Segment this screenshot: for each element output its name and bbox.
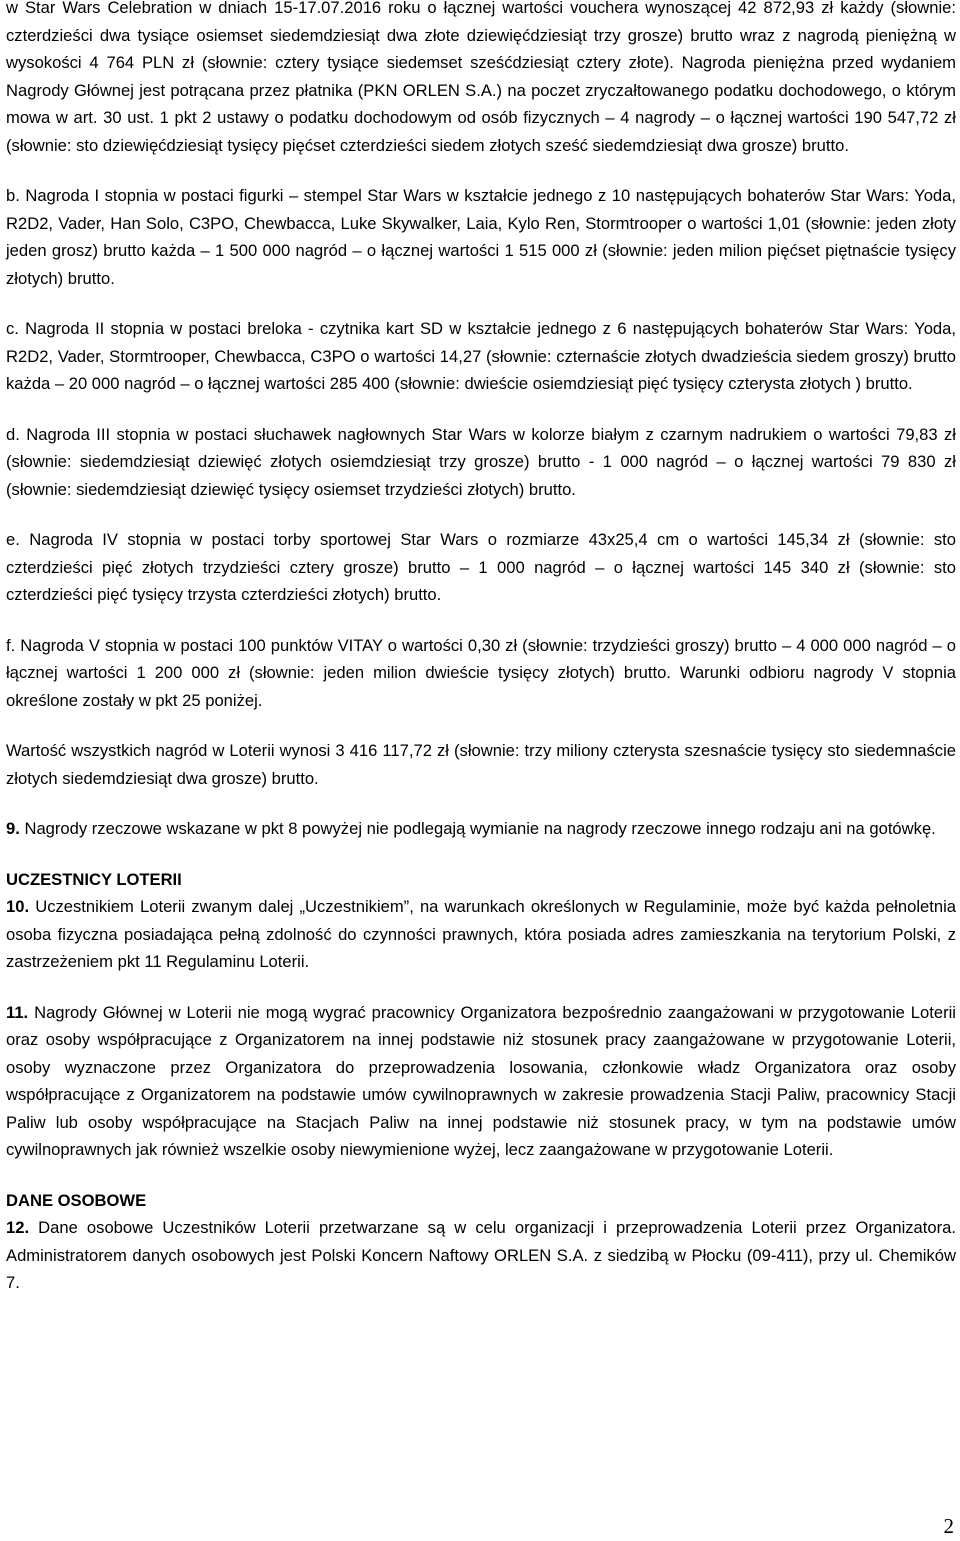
paragraph-11: [6, 999, 956, 1164]
paragraph-9-number: 9.: [6, 819, 20, 838]
paragraph-prize-c: c. Nagroda II stopnia w postaci breloka - czytnika kart SD w kształcie jednego z 6 następujących bohaterów Star Wars: Yoda, R2D2, Vader, Stormtrooper, Chewbacca, C3PO o wartości 14,27 (słownie: czternaście złotych dwadzieścia siedem groszy) brutto każda – 20 000 nagród – o łącznej wartości 285 400 (słownie: dwieście osiemdziesiąt pięć tysięcy czterysta złotych ) brutto.: [6, 319, 956, 393]
paragraph-11-number: 11.: [6, 1002, 29, 1022]
paragraph-prize-b: b. Nagroda I stopnia w postaci figurki – stempel Star Wars w kształcie jednego z 10 następujących bohaterów Star Wars: Yoda, R2D2, Vader, Han Solo, C3PO, Chewbacca, Luke Skywalker, Laia, Kylo Ren, Stormtrooper o wartości 1,01 (słownie: jeden złoty jeden grosz) brutto każda – 1 500 000 nagród – o łącznej wartości 1 515 000 zł (słownie: jeden milion pięćset piętnaście tysięcy złotych) brutto.: [6, 186, 956, 288]
paragraph-9: [6, 815, 956, 843]
paragraph-12: [6, 1214, 956, 1297]
document-body: [6, 0, 956, 1297]
paragraph-12-number: 12.: [6, 1218, 30, 1237]
paragraph-12-text: Dane osobowe Uczestników Loterii przetwarzane są w celu organizacji i przeprowadzenia Loterii przez Organizatora. Administratorem danych osobowych jest Polski Koncern Naftowy ORLEN S.A. z siedzibą w Płocku (09-411), przy ul. Chemików 7.: [6, 1218, 956, 1292]
heading-participants: UCZESTNICY LOTERII: [6, 869, 182, 889]
paragraph-11-text: Nagrody Głównej w Loterii nie mogą wygrać pracownicy Organizatora bezpośrednio zaangażowani w przygotowanie Loterii oraz osoby współpracujące z Organizatorem na innej podstawie niż stosunek pracy zaangażowane w przygotowanie Loterii, osoby wyznaczone przez Organizatora do przeprowadzenia losowania, członkowie władz Organizatora oraz osoby współpracujące z Organizatorem na podstawie umów cywilnoprawnych w zakresie prowadzenia Stacji Paliw, pracownicy Stacji Paliw lub osoby współpracujące na Stacjach Paliw na innej podstawie niż stosunek pracy, w tym na podstawie umów cywilnoprawnych jak również wszelkie osoby niewymienione wyżej, lecz zaangażowane w przygotowanie Loterii.: [6, 1002, 956, 1159]
paragraph-total-value: Wartość wszystkich nagród w Loterii wynosi 3 416 117,72 zł (słownie: trzy miliony czterysta szesnaście tysięcy sto siedemnaście złotych siedemdziesiąt dwa grosze) brutto.: [6, 741, 956, 788]
paragraph-10-number: 10.: [6, 897, 30, 916]
paragraph-intro-voucher: w Star Wars Celebration w dniach 15-17.07.2016 roku o łącznej wartości vouchera wynoszącej 42 872,93 zł każdy (słownie: czterdzieści dwa tysiące osiemset siedemdziesiąt dwa złote dziewięćdziesiąt trzy grosze) brutto wraz z nagrodą pieniężną w wysokości 4 764 PLN zł (słownie: cztery tysiące siedemset sześćdziesiąt cztery złote). Nagroda pieniężna przed wydaniem Nagrody Głównej jest potrącana przez płatnika (PKN ORLEN S.A.) na poczet zryczałtowanego podatku dochodowego, o którym mowa w art. 30 ust. 1 pkt 2 ustawy o podatku dochodowym od osób fizycznych – 4 nagrody – o łącznej wartości 190 547,72 zł (słownie: sto dziewięćdziesiąt tysięcy pięćset czterdzieści siedem złotych sześć siedemdziesiąt dwa grosze) brutto.: [6, 0, 956, 155]
paragraph-prize-e: e. Nagroda IV stopnia w postaci torby sportowej Star Wars o rozmiarze 43x25,4 cm o wartości 145,34 zł (słownie: sto czterdzieści pięć złotych trzydzieści cztery grosze) brutto – 1 000 nagród – o łącznej wartości 145 340 zł (słownie: sto czterdzieści pięć tysięcy trzysta czterdzieści złotych) brutto.: [6, 530, 956, 604]
page-number: 2: [943, 1514, 954, 1538]
paragraph-prize-d: d. Nagroda III stopnia w postaci słuchawek nagłownych Star Wars w kolorze białym z czarnym nadrukiem o wartości 79,83 zł (słownie: siedemdziesiąt dziewięć złotych osiemdziesiąt trzy grosze) brutto - 1 000 nagród – o łącznej wartości 79 830 zł (słownie: siedemdziesiąt dziewięć tysięcy osiemset trzydzieści złotych) brutto.: [6, 424, 956, 499]
paragraph-9-text: Nagrody rzeczowe wskazane w pkt 8 powyżej nie podlegają wymianie na nagrody rzeczowe innego rodzaju ani na gotówkę.: [19, 819, 936, 838]
paragraph-prize-f: f. Nagroda V stopnia w postaci 100 punktów VITAY o wartości 0,30 zł (słownie: trzydzieści groszy) brutto – 4 000 000 nagród – o łącznej wartości 1 200 000 zł (słownie: jeden milion dwieście tysięcy złotych) brutto. Warunki odbioru nagrody V stopnia określone zostały w pkt 25 poniżej.: [6, 635, 956, 710]
paragraph-10: [6, 893, 956, 976]
paragraph-10-text: Uczestnikiem Loterii zwanym dalej „Uczestnikiem”, na warunkach określonych w Regulaminie, może być każda pełnoletnia osoba fizyczna posiadająca pełną zdolność do czynności prawnych, która posiada adres zamieszkania na terytorium Polski, z zastrzeżeniem pkt 11 Regulaminu Loterii.: [6, 897, 956, 971]
heading-personal-data: DANE OSOBOWE: [6, 1190, 147, 1210]
